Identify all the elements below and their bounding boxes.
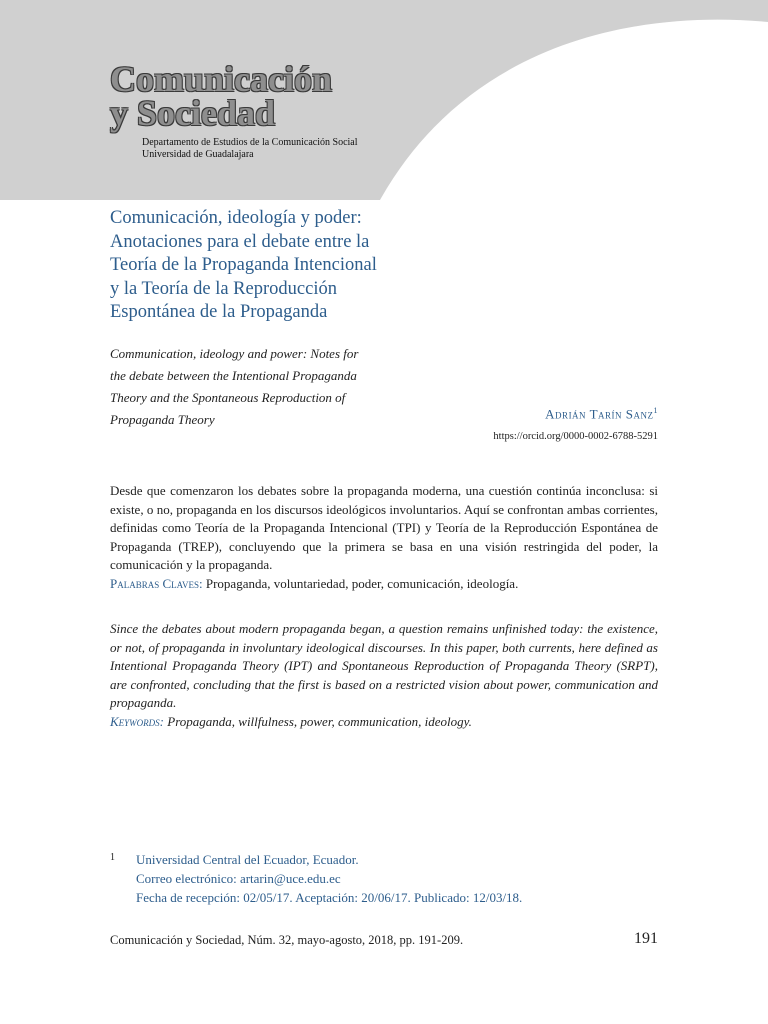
keywords-en-label: Keywords: [110, 713, 164, 729]
journal-title [110, 59, 333, 133]
journal-affiliation [142, 137, 358, 161]
journal-title-line1: Comunicación [110, 59, 333, 99]
author-footnote-mark: 1 [653, 406, 658, 415]
abstract-es-text: Desde que comenzaron los debates sobre la propaganda moderna, una cuestión continúa inconclusa: si existe, o no, propaganda en los discursos ideológicos involuntarios. Aquí se confrontan ambas corrientes, definidas como Teoría de la Propaganda Intencional (TPI) y Teoría de la Reproducción Espontánea de Propaganda (TREP), concluyendo que la primera se basa en una visión restringida del poder, la comunicación y la propaganda. [110, 483, 658, 572]
footnote [110, 850, 522, 907]
keywords-es: Propaganda, voluntariedad, poder, comunicación, ideología. [202, 575, 519, 591]
journal-title-line2: y Sociedad [110, 93, 276, 133]
author-name-text: Adrián Tarín Sanz [545, 406, 654, 422]
article-title-es: Comunicación, ideología y poder: Anotaciones para el debate entre la Teoría de la Propaganda Intencional y la Teoría de la Reproducción Espontánea de la Propaganda [110, 208, 377, 322]
keywords-es-label: Palabras Claves: [110, 575, 203, 591]
page-number: 191 [634, 930, 658, 947]
article-title-en: Communication, ideology and power: Notes for the debate between the Intentional Propaganda Theory and the Spontaneous Reproduction of Propaganda Theory [110, 346, 359, 427]
keywords-en: Propaganda, willfulness, power, communication, ideology. [164, 713, 472, 729]
journal-university: Universidad de Guadalajara [142, 149, 254, 160]
footnote-mark: 1 [110, 852, 115, 863]
page-footer [110, 930, 658, 948]
abstract-es [110, 482, 658, 593]
footer-citation: Comunicación y Sociedad, Núm. 32, mayo-agosto, 2018, pp. 191-209. [110, 933, 464, 947]
footnote-email[interactable]: Correo electrónico: artarin@uce.edu.ec [136, 871, 341, 886]
orcid-link[interactable]: https://orcid.org/0000-0002-6788-5291 [493, 431, 658, 442]
footnote-affiliation: Universidad Central del Ecuador, Ecuador. [136, 852, 359, 867]
footnote-dates: Fecha de recepción: 02/05/17. Aceptación: 20/06/17. Publicado: 12/03/18. [136, 890, 523, 905]
journal-department: Departamento de Estudios de la Comunicación Social [142, 137, 358, 148]
abstract-en [110, 620, 658, 731]
abstract-en-text: Since the debates about modern propaganda began, a question remains unfinished today: the existence, or not, of propaganda in involuntary ideological discourses. In this paper, both currents, here defined as Intentional Propaganda Theory (IPT) and Spontaneous Reproduction of Propaganda Theory (SRPT), are confronted, concluding that the first is based on a restricted vision about power, communication and propaganda. [110, 621, 658, 710]
author-name [545, 406, 658, 422]
